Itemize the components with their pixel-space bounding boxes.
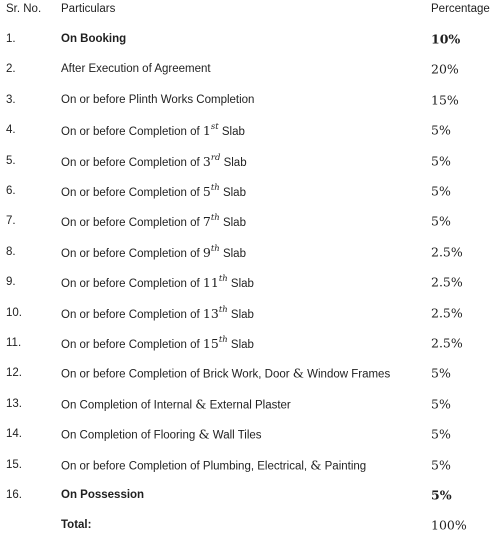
row-particulars [61,183,246,199]
row-particulars [61,457,366,472]
row-sr-no: 13. [6,397,22,410]
particulars-text: Total: [61,519,92,532]
row-particulars [61,274,254,290]
row-percentage: 5% [431,153,451,169]
table-row [0,419,492,449]
row-sr-no: 6. [6,185,16,197]
particulars-text: On or before Completion of [61,247,203,260]
row-sr-no: 8. [6,245,16,258]
row-sr-no: 5. [6,154,16,167]
row-particulars [61,94,254,106]
ordinal-suffix: th [210,213,220,224]
table-row [0,176,492,206]
row-sr-no: 11. [6,337,22,349]
header-percentage: Percentage [431,3,490,15]
particulars-text-end: External Plaster [206,399,291,412]
row-particulars [61,366,390,381]
row-percentage: 2.5% [431,335,463,351]
slab-number: 15 [202,336,219,351]
header-sr-no: Sr. No. [6,3,42,15]
table-row [0,237,492,267]
row-sr-no: 4. [6,124,16,137]
particulars-text: On or before Completion of [61,339,203,351]
row-percentage: 15% [431,92,459,108]
ordinal-suffix: th [218,274,228,285]
row-sr-no: 9. [6,276,16,289]
row-percentage: 5% [431,457,451,473]
row-sr-no: 16. [6,489,22,501]
slab-number: 5 [202,184,211,199]
row-percentage: 10% [431,31,461,47]
table-row [0,450,492,480]
table-row [0,480,492,510]
row-particulars [61,33,126,45]
particulars-text: On or before Plinth Works Completion [61,93,255,106]
particulars-text: On Possession [61,489,145,501]
particulars-text-end: Slab [220,156,247,169]
row-particulars [61,122,245,138]
particulars-text-end: Slab [227,308,254,321]
table-header [0,0,492,20]
particulars-text: On or before Completion of [61,126,203,139]
row-percentage: 5% [431,213,451,229]
row-particulars [61,489,144,501]
ampersand: & [195,396,207,412]
ordinal-suffix: rd [210,152,221,163]
particulars-text-end: Painting [321,460,367,473]
row-percentage: 5% [431,183,451,199]
table-row [0,328,492,358]
ampersand: & [292,365,304,381]
slab-number: 7 [202,214,211,230]
particulars-text-end: Slab [227,339,254,351]
row-percentage: 20% [431,61,459,77]
row-percentage: 5% [431,426,451,442]
table-row [0,85,492,115]
slab-number: 13 [202,305,219,321]
row-particulars [61,519,91,531]
row-sr-no: 10. [6,306,22,319]
table-row [0,54,492,84]
row-percentage: 5% [431,365,451,381]
ordinal-suffix: th [218,335,228,345]
row-percentage: 5% [431,487,452,503]
row-percentage: 5% [431,396,451,412]
particulars-text: On or before Completion of [61,187,203,199]
row-sr-no: 3. [6,93,16,106]
row-percentage: 5% [431,122,451,138]
particulars-text: On or before Completion of [61,308,203,321]
row-particulars [61,244,246,260]
particulars-text: On or before Completion of Brick Work, Door [61,368,293,381]
ordinal-suffix: st [210,122,219,133]
ordinal-suffix: th [210,183,220,193]
table-row [0,206,492,236]
row-particulars [61,63,211,75]
particulars-text-end: Window Frames [303,368,391,381]
particulars-text: On Completion of Internal [61,399,196,412]
table-row [0,389,492,419]
row-particulars [61,396,291,411]
particulars-text-end: Slab [219,217,246,230]
row-particulars [61,305,254,321]
particulars-text: After Execution of Agreement [61,63,211,76]
particulars-text: On or before Completion of [61,156,203,169]
row-sr-no: 1. [6,33,16,45]
particulars-text-end: Slab [218,126,245,139]
table-row [0,115,492,145]
slab-number: 11 [202,275,219,291]
particulars-text-end: Slab [227,278,254,291]
row-percentage: 2.5% [431,244,463,260]
particulars-text: On Booking [61,33,127,45]
row-particulars [61,335,254,351]
row-percentage: 2.5% [431,274,463,290]
row-particulars [61,213,246,229]
row-sr-no: 15. [6,458,22,471]
ordinal-suffix: th [218,304,228,315]
particulars-text: On or before Completion of Plumbing, Electrical, [61,460,311,473]
row-sr-no: 2. [6,63,16,76]
row-percentage: 2.5% [431,305,463,321]
header-particulars: Particulars [61,3,116,15]
particulars-text-end: Slab [219,247,246,260]
row-particulars [61,153,247,169]
particulars-text-end: Wall Tiles [209,429,262,442]
table-row [0,146,492,176]
slab-number: 3 [202,153,211,169]
row-percentage: 100% [431,517,467,533]
ampersand: & [198,426,210,442]
particulars-text: On or before Completion of [61,278,203,291]
total-row [0,510,492,540]
particulars-text: On or before Completion of [61,217,203,230]
particulars-text-end: Slab [219,187,246,199]
row-particulars [61,427,262,442]
table-row [0,267,492,297]
table-row [0,358,492,388]
table-row [0,298,492,328]
ordinal-suffix: th [210,243,220,254]
row-sr-no: 7. [6,215,16,228]
particulars-text: On Completion of Flooring [61,429,199,442]
ampersand: & [310,457,322,473]
table-row [0,24,492,54]
slab-number: 1 [202,123,211,139]
slab-number: 9 [202,244,211,260]
row-sr-no: 14. [6,428,22,441]
row-sr-no: 12. [6,367,22,380]
